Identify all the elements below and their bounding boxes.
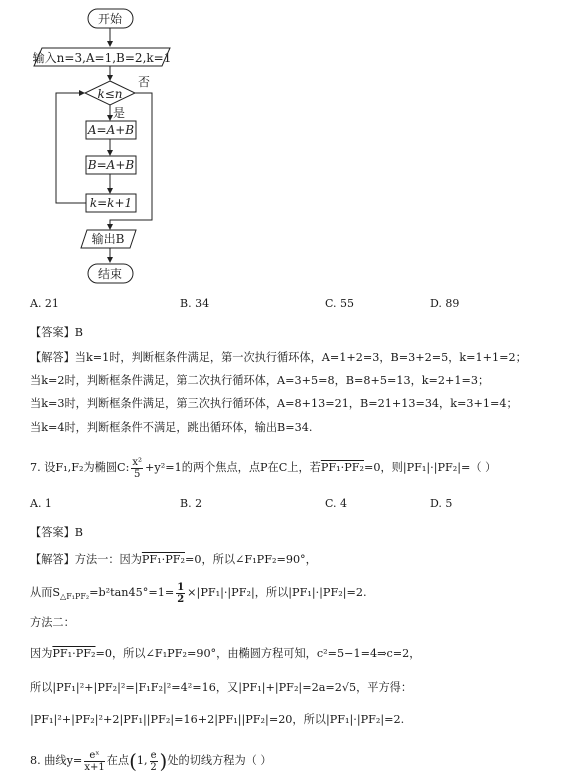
q7-m1-vector: PF₁·PF₂ <box>141 553 185 566</box>
q7-half-num: 1 <box>177 581 185 593</box>
yes-label: 是 <box>113 106 126 120</box>
q8-pt-den: 2 <box>150 761 157 773</box>
q7-l2-sub: △F₁PF₂ <box>60 592 90 602</box>
q6-solution-2: 当k=2时，判断框条件满足，第二次执行循环体，A=3+5=8，B=8+5=13，k=2+1=3； <box>30 374 490 387</box>
q7-stem-c: =0，则|PF₁|·|PF₂|=（ ） <box>363 461 497 474</box>
output-label: 输出B <box>91 232 125 246</box>
step-b-label: B=A+B <box>87 158 135 172</box>
q8-frac-den: x+1 <box>84 761 105 773</box>
q7-frac-den: 5 <box>134 468 141 480</box>
q7-choice-c: C. 4 <box>325 497 348 510</box>
q7-half-den: 2 <box>177 593 185 605</box>
start-label: 开始 <box>97 12 123 26</box>
q7-fraction <box>131 457 143 480</box>
q6-choice-d: D. 89 <box>430 297 460 310</box>
q6-choice-c: C. 55 <box>325 297 355 310</box>
q7-l4-vector: PF₁·PF₂ <box>52 647 96 660</box>
q6-answer: 【答案】B <box>30 326 83 339</box>
q7-stem-a: 7. 设F₁,F₂为椭圆C: <box>30 461 130 474</box>
q7-choices <box>30 497 570 513</box>
q8-point-fraction <box>150 750 158 773</box>
q8-stem-b: 在点 <box>106 754 130 767</box>
q7-method1-line <box>30 552 317 568</box>
q7-answer: 【答案】B <box>30 526 83 539</box>
q6-choice-b: B. 34 <box>180 297 210 310</box>
q7-stem <box>30 455 496 481</box>
q7-choice-b: B. 2 <box>180 497 203 510</box>
flowchart <box>0 0 200 295</box>
q8-stem <box>30 748 272 774</box>
q8-fraction <box>84 750 104 773</box>
q8-frac-num: eˣ <box>84 750 104 762</box>
q7-method2-line3: |PF₁|²+|PF₂|²+2|PF₁||PF₂|=16+2|PF₁||PF₂|=20，所以|PF₁|·|PF₂|=2. <box>30 713 405 726</box>
q7-area-line <box>30 580 367 610</box>
q7-l4-a: 因为 <box>30 647 53 660</box>
q8-stem-a: 8. 曲线y= <box>30 754 83 767</box>
q8-stem-c: 处的切线方程为（ ） <box>167 754 272 767</box>
step-a-label: A=A+B <box>87 123 135 137</box>
condition-label: k≤n <box>97 87 123 101</box>
q6-solution-3: 当k=3时，判断框条件满足，第三次执行循环体，A=8+13=21，B=21+13=34，k=3+1=4； <box>30 397 518 410</box>
q7-method2-line1 <box>30 646 420 662</box>
q7-method2-heading: 方法二： <box>30 616 75 629</box>
input-label: 输入n=3,A=1,B=2,k=1 <box>32 51 172 65</box>
q7-l4-b: =0，所以∠F₁PF₂=90°，由椭圆方程可知，c²=5−1=4⇒c=2， <box>95 647 421 660</box>
q8-right-paren: ) <box>159 749 168 773</box>
q7-m1-b: =0，所以∠F₁PF₂=90°， <box>185 553 317 566</box>
q7-choice-a: A. 1 <box>30 497 52 510</box>
q7-l2-b: =b²tan45°=1= <box>89 586 175 599</box>
q7-half <box>176 582 185 605</box>
q6-solution-4: 当k=4时，判断框条件不满足，跳出循环体，输出B=34. <box>30 421 313 434</box>
q7-method2-line2: 所以|PF₁|²+|PF₂|²=|F₁F₂|²=4²=16，又|PF₁|+|PF₂|=2a=2√5，平方得： <box>30 681 413 694</box>
q8-pt-x: 1, <box>136 754 148 767</box>
q7-stem-b: +y²=1的两个焦点，点P在C上，若 <box>145 461 321 474</box>
q7-m1-a: 【解答】方法一：因为 <box>30 553 142 566</box>
q7-frac-num: x² <box>132 456 143 468</box>
q7-l2-a: 从而S <box>30 586 61 599</box>
q7-l2-c: ×|PF₁|·|PF₂|，所以|PF₁|·|PF₂|=2. <box>187 586 367 599</box>
q8-pt-num: e <box>150 749 157 761</box>
q6-solution-1: 【解答】当k=1时，判断框条件满足，第一次执行循环体，A=1+2=3，B=3+2=5，k=1+1=2； <box>30 351 527 364</box>
step-k-label: k=k+1 <box>89 196 133 210</box>
q7-vector-product: PF₁·PF₂ <box>320 461 364 474</box>
q6-choice-a: A. 21 <box>30 297 59 310</box>
q6-choices <box>30 297 570 313</box>
q8-left-paren: ( <box>129 749 137 773</box>
end-label: 结束 <box>97 267 123 281</box>
no-label: 否 <box>138 75 151 89</box>
q7-choice-d: D. 5 <box>430 497 453 510</box>
